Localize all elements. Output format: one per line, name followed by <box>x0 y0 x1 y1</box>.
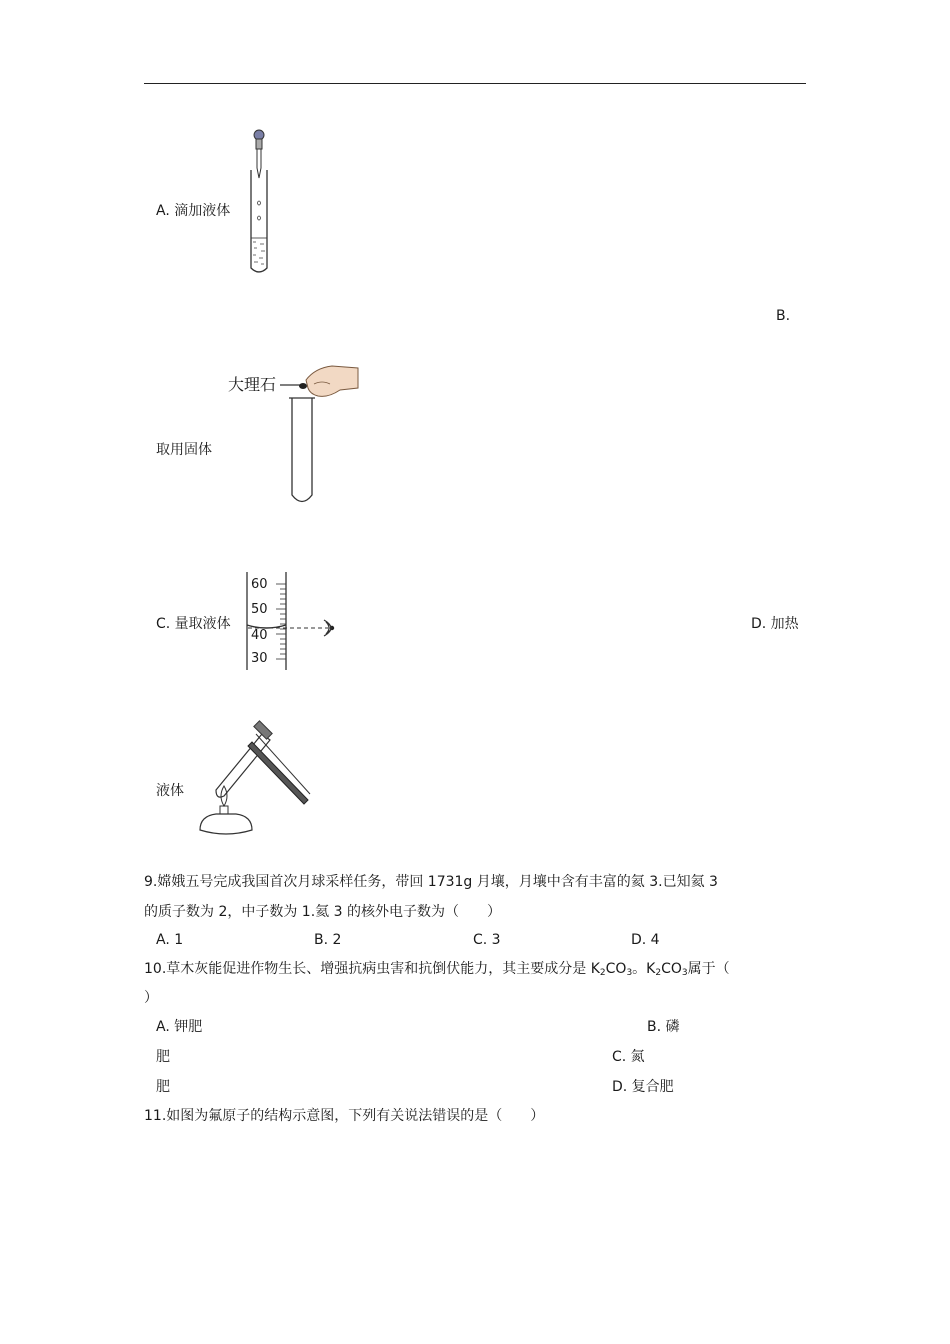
header-rule <box>144 83 806 84</box>
option-b-caption: 取用固体 <box>156 442 212 458</box>
q10-option-c-cont: 肥 <box>156 1079 170 1095</box>
q10-line2: ） <box>144 990 158 1006</box>
option-a-label: A. 滴加液体 <box>156 203 231 219</box>
dropper-test-tube-figure <box>240 128 280 278</box>
q9-option-c: C. 3 <box>473 932 501 948</box>
q10-option-b: B. 磷 <box>647 1019 680 1035</box>
option-c-label: C. 量取液体 <box>156 616 231 632</box>
option-d-caption: 液体 <box>156 783 184 799</box>
q10-option-c: C. 氮 <box>612 1049 645 1065</box>
scale-60: 60 <box>251 577 268 592</box>
q9-option-b: B. 2 <box>314 932 342 948</box>
heating-test-tube-figure <box>192 720 312 840</box>
scale-50: 50 <box>251 602 268 617</box>
q10-option-d: D. 复合肥 <box>612 1079 674 1095</box>
q9-option-a: A. 1 <box>156 932 184 948</box>
q10-line1: 10.草木灰能促进作物生长、增强抗病虫害和抗倒伏能力，其主要成分是 $K_2CO_3$。$K_2CO_3$属于（ <box>144 961 730 978</box>
q9-option-d: D. 4 <box>631 932 660 948</box>
scale-40: 40 <box>251 628 268 643</box>
option-b-label: B. <box>776 308 791 324</box>
solid-test-tube-figure <box>270 360 365 508</box>
q9-line2: 的质子数为 2，中子数为 1.氦 3 的核外电子数为（ ） <box>144 904 501 920</box>
scale-30: 30 <box>251 651 268 666</box>
q10-option-b-cont: 肥 <box>156 1049 170 1065</box>
q9-line1: 9.嫦娥五号完成我国首次月球采样任务，带回 1731g 月壤，月壤中含有丰富的氦 3.已知氦 3 <box>144 874 718 890</box>
option-d-label: D. 加热 <box>751 616 799 632</box>
q11-line1: 11.如图为氟原子的结构示意图，下列有关说法错误的是（ ） <box>144 1108 545 1124</box>
q10-option-a: A. 钾肥 <box>156 1019 203 1035</box>
marble-label: 大理石 <box>228 375 277 394</box>
